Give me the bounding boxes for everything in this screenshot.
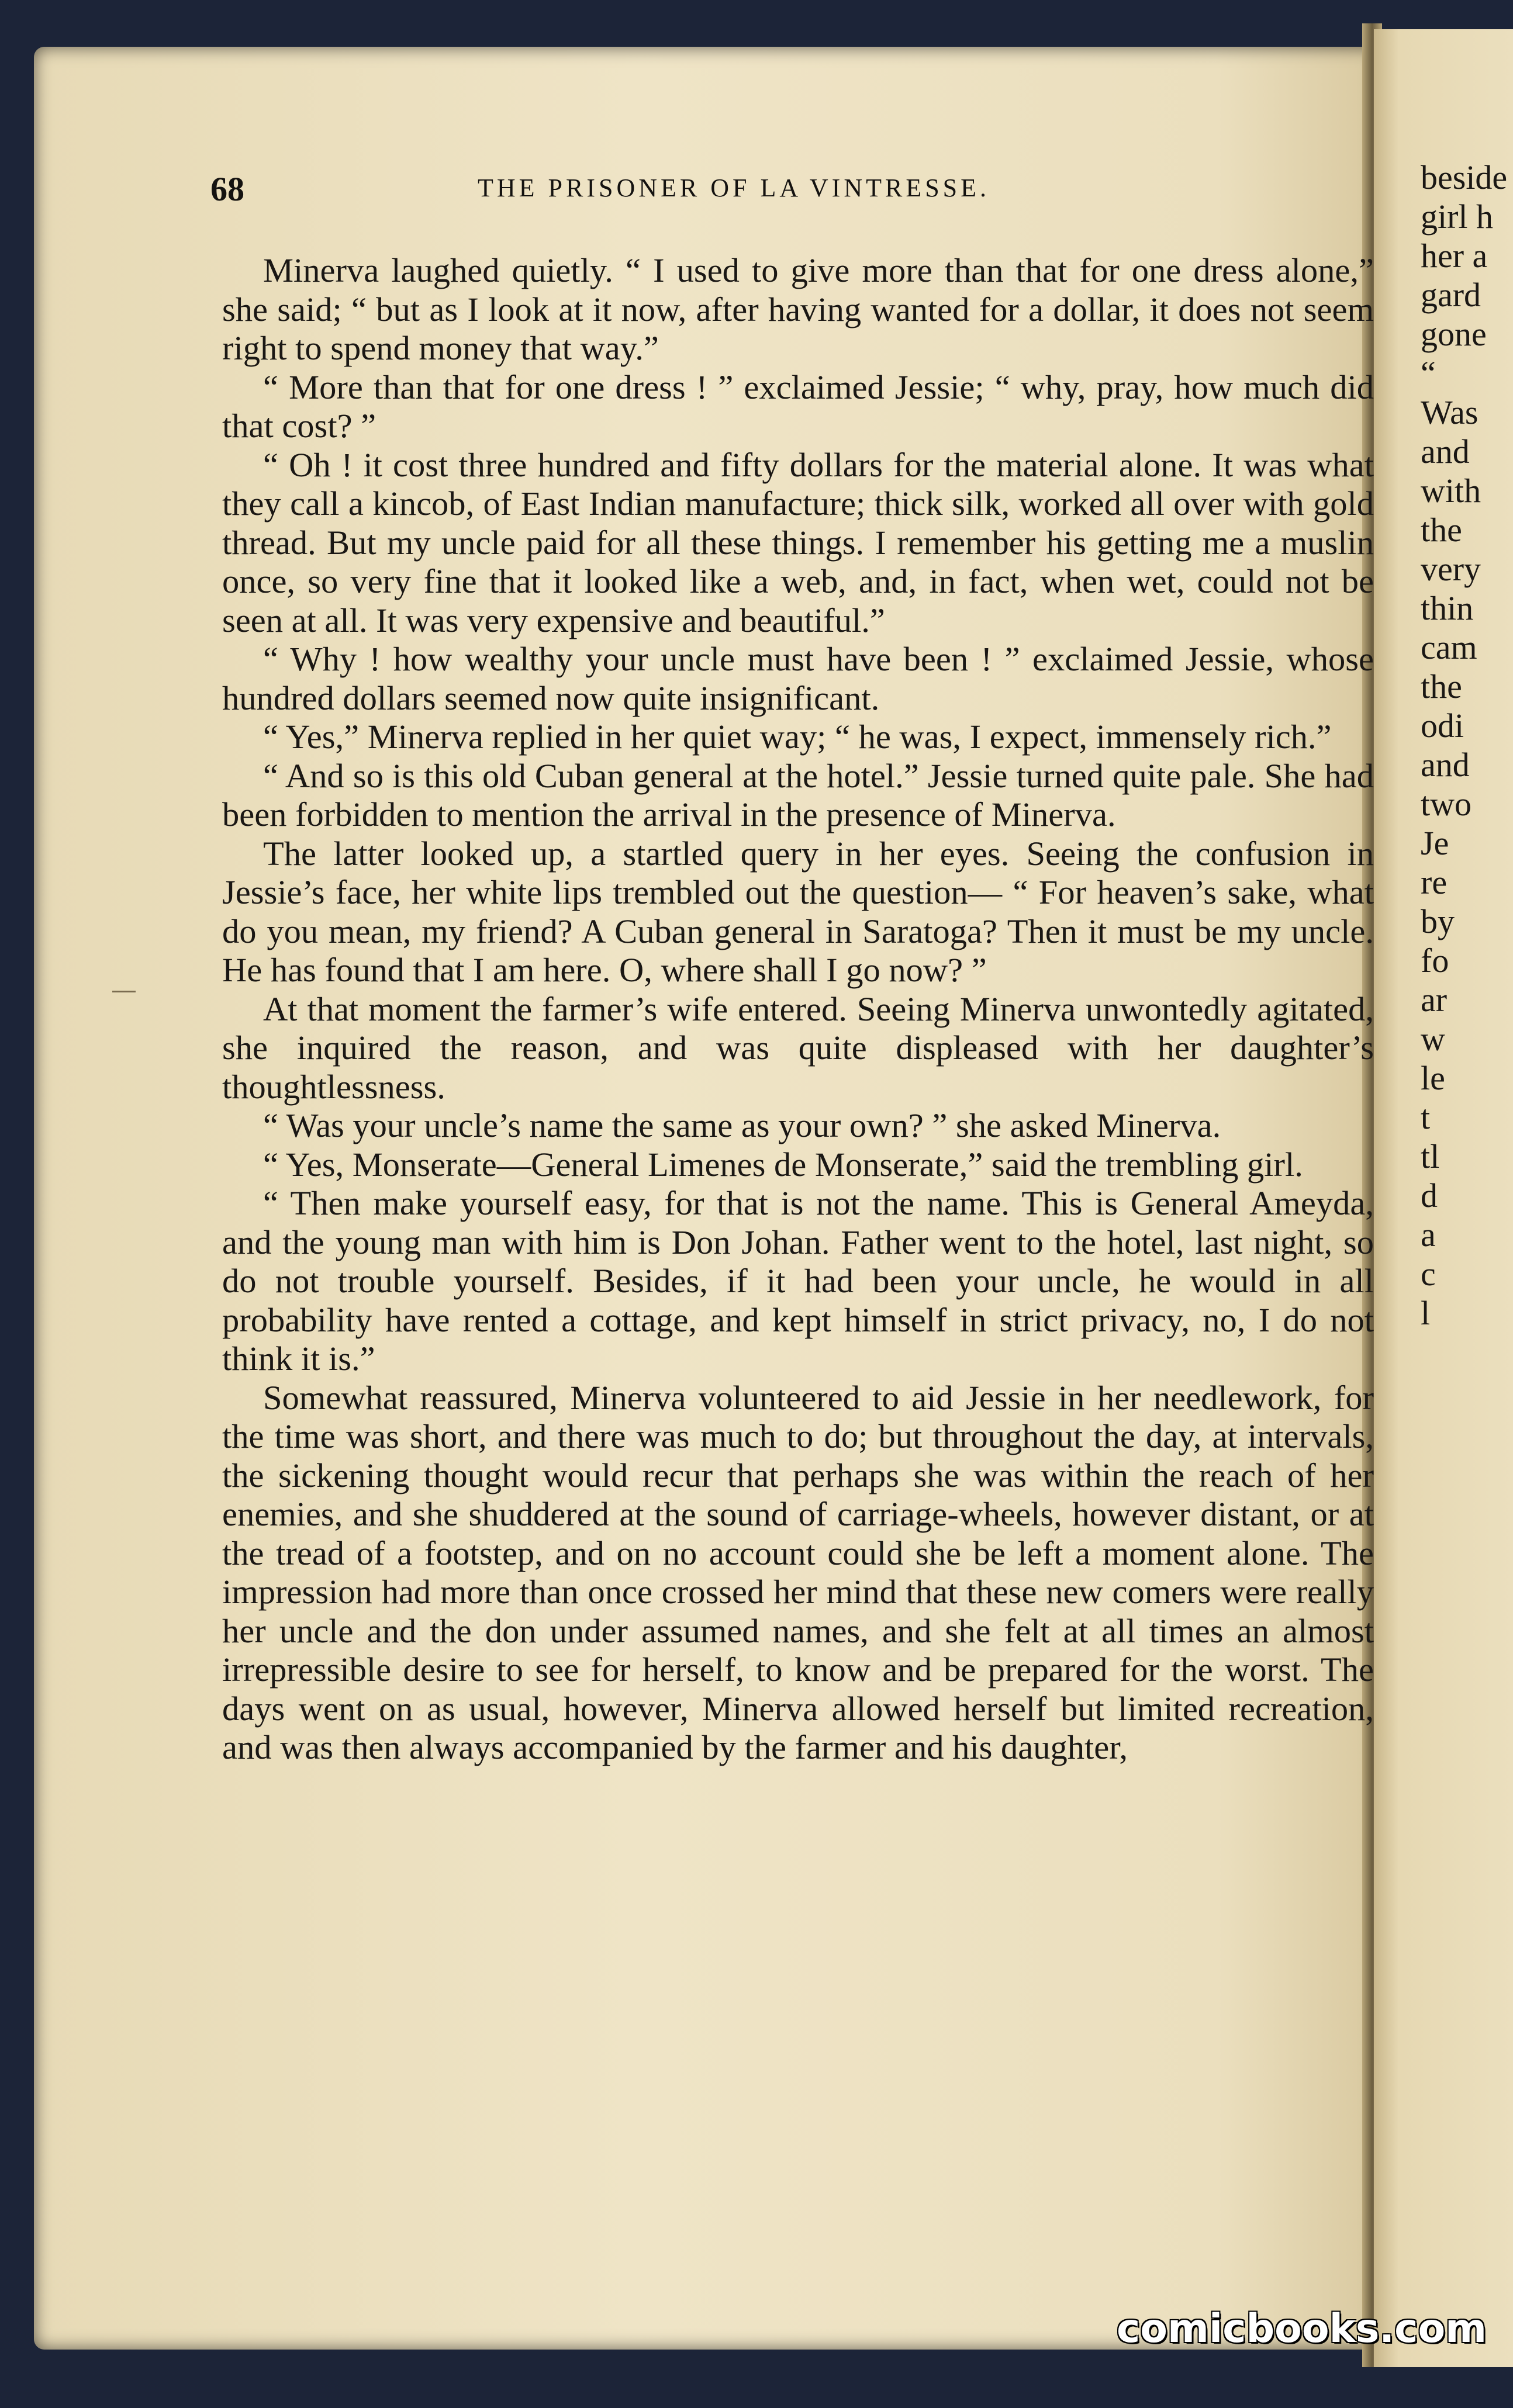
- paragraph: “ Yes,” Minerva replied in her quiet way; “ he was, I expect, immensely rich.”: [263, 718, 1332, 756]
- facing-page-line: and: [1421, 746, 1470, 784]
- page-number: 68: [210, 170, 244, 208]
- paragraph: “ Why ! how wealthy your uncle must have been ! ” exclaimed Jessie, whose hundred dollars seemed now quite insignificant.: [222, 640, 1374, 717]
- facing-page-line: gard: [1421, 276, 1481, 314]
- facing-page-line: odi: [1421, 707, 1464, 745]
- page-header: [210, 169, 1374, 216]
- facing-page-line: w: [1421, 1020, 1445, 1058]
- paragraph: The latter looked up, a startled query in her eyes. Seeing the confusion in Jessie’s face, her white lips trembled out the question— “ For heaven’s sake, what do you mean, my friend? A Cuban general in Saratoga? Then it must be my uncle. He has found that I am here. O, where shall I go now? ”: [222, 834, 1374, 989]
- facing-page-line: thin: [1421, 589, 1474, 627]
- paragraph: At that moment the farmer’s wife entered. Seeing Minerva unwontedly agitated, she inquired the reason, and was quite displeased with her daughter’s thoughtlessness.: [222, 990, 1374, 1106]
- facing-page-line: by: [1421, 902, 1455, 940]
- facing-page-line: cam: [1421, 628, 1477, 666]
- watermark: comicbooks.com: [1117, 2306, 1487, 2352]
- facing-page-line: c: [1421, 1255, 1436, 1293]
- facing-page-line: re: [1421, 863, 1448, 901]
- facing-page-line: ar: [1421, 981, 1448, 1019]
- facing-page-line: very: [1421, 550, 1481, 588]
- paragraph: “ Yes, Monserate—General Limenes de Monserate,” said the trembling girl.: [263, 1145, 1303, 1184]
- paragraph: Minerva laughed quietly. “ I used to give more than that for one dress alone,” she said; “ but as I look at it now, after having wanted for a dollar, it does not seem right to spend money that way.”: [222, 251, 1374, 367]
- facing-page-line: girl h: [1421, 198, 1494, 236]
- margin-mark: [112, 991, 136, 992]
- facing-page-line: the: [1421, 667, 1462, 705]
- facing-page-line: l: [1421, 1294, 1431, 1332]
- paragraph: Somewhat reassured, Minerva volunteered to aid Jessie in her needlework, for the time was short, and there was much to do; but throughout the day, at intervals, the sickening thought would recur that perhaps she was within the reach of her enemies, and she shuddered at the sound of carriage-wheels, however distant, or at the tread of a footstep, and on no account could she be left a moment alone. The impression had more than once crossed her mind that these new comers were really her uncle and the don under assumed names, and she felt at all times an almost irrepressible desire to see for herself, to know and be prepared for the worst. The days went on as usual, however, Minerva allowed herself but limited recreation, and was then always accompanied by the farmer and his daughter,: [222, 1378, 1374, 1766]
- body-text: [222, 251, 1374, 1767]
- facing-page-line: Was: [1421, 393, 1479, 431]
- facing-page-line: two: [1421, 785, 1471, 823]
- facing-page-text: [1421, 158, 1513, 1333]
- facing-page-line: the: [1421, 511, 1462, 549]
- facing-page-line: beside: [1421, 158, 1508, 196]
- facing-page-line: gone: [1421, 315, 1487, 353]
- facing-page-line: a: [1421, 1216, 1436, 1254]
- paragraph: “ Oh ! it cost three hundred and fifty dollars for the material alone. It was what they call a kincob, of East Indian manufacture; thick silk, worked all over with gold thread. But my uncle paid for all these things. I remember his getting me a muslin once, so very fine that it looked like a web, and, in fact, when wet, could not be seen at all. It was very expensive and beautiful.”: [222, 445, 1374, 639]
- facing-page-line: with: [1421, 472, 1481, 510]
- facing-page-line: tl: [1421, 1137, 1440, 1175]
- facing-page-line: le: [1421, 1059, 1445, 1097]
- facing-page-line: and: [1421, 433, 1470, 470]
- facing-page-line: t: [1421, 1098, 1431, 1136]
- facing-page-line: fo: [1421, 942, 1449, 980]
- facing-page-line: Je: [1421, 824, 1449, 862]
- facing-page-line: d: [1421, 1177, 1438, 1215]
- paragraph: “ Then make yourself easy, for that is not the name. This is General Ameyda, and the young man with him is Don Johan. Father went to the hotel, last night, so do not trouble yourself. Besides, if it had been your uncle, he would in all probability have rented a cottage, and kept himself in strict privacy, no, I do not think it is.”: [222, 1184, 1374, 1378]
- paragraph: “ And so is this old Cuban general at the hotel.” Jessie turned quite pale. She had been forbidden to mention the arrival in the presence of Minerva.: [222, 756, 1374, 833]
- facing-page-line: her a: [1421, 237, 1488, 275]
- paragraph: “ More than that for one dress ! ” exclaimed Jessie; “ why, pray, how much did that cost? ”: [222, 368, 1374, 445]
- paragraph: “ Was your uncle’s name the same as your own? ” she asked Minerva.: [263, 1106, 1221, 1144]
- facing-page-line: “: [1421, 354, 1436, 392]
- running-head: THE PRISONER OF LA VINTRESSE.: [477, 174, 990, 202]
